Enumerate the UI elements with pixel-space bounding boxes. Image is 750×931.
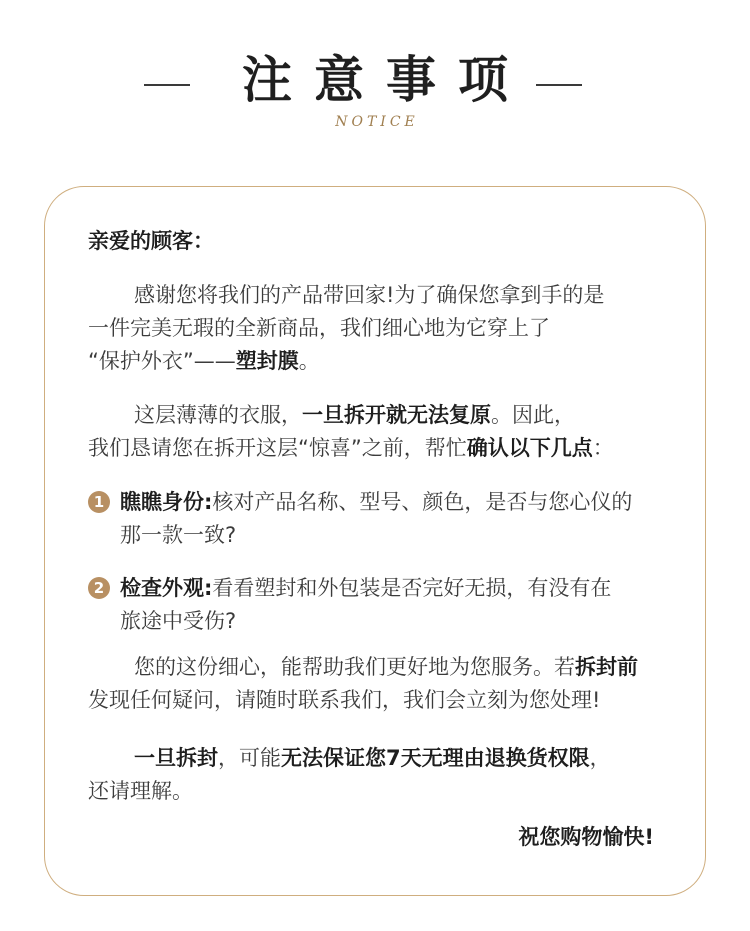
para1-line2: 一件完美无瑕的全新商品，我们细心地为它穿上了 xyxy=(88,316,550,340)
para1-line3 xyxy=(88,346,320,376)
para4-bold-1: 一旦拆封 xyxy=(134,746,218,770)
para3-line2: 发现任何疑问，请随时联系我们，我们会立刻为您处理! xyxy=(88,688,601,712)
para4-line1 xyxy=(134,743,611,773)
closing-wish: 祝您购物愉快! xyxy=(518,825,654,849)
item-2-number-badge: 2 xyxy=(88,577,110,599)
page-subtitle: NOTICE xyxy=(335,114,419,130)
para4-line2: 还请理解。 xyxy=(88,779,193,803)
para2-line2 xyxy=(88,433,614,463)
item-1-number-badge: 1 xyxy=(88,491,110,513)
item-2-line1 xyxy=(120,573,611,603)
title-rule-right xyxy=(536,84,582,86)
item-1-line2: 那一款一致? xyxy=(120,523,237,547)
para1-line3-text: “保护外衣”—— xyxy=(88,349,236,373)
para2-line1-text: 这层薄薄的衣服， xyxy=(134,403,302,427)
para2-line1-bold: 一旦拆开就无法复原 xyxy=(302,403,491,427)
para1-line3-bold: 塑封膜 xyxy=(235,349,299,373)
para2-line2-text: 我们恳请您在拆开这层“惊喜”之前，帮忙 xyxy=(88,436,467,460)
item-1-text: 核对产品名称、型号、颜色，是否与您心仪的 xyxy=(212,490,633,514)
para4-text-1: ，可能 xyxy=(218,746,281,770)
para1-line1: 感谢您将我们的产品带回家!为了确保您拿到手的是 xyxy=(134,283,605,307)
para1-line3-end: 。 xyxy=(298,349,320,373)
para4-text-2: ， xyxy=(589,746,611,770)
page-title: 注意事项 xyxy=(242,50,530,109)
item-2-text: 看看塑封和外包装是否完好无损，有没有在 xyxy=(212,576,612,600)
para3-line1-bold: 拆封前 xyxy=(575,655,638,679)
para2-line1 xyxy=(134,400,575,430)
para2-line2-end: ： xyxy=(592,436,614,460)
item-2-line2: 旅途中受伤? xyxy=(120,609,237,633)
item-2-label: 检查外观: xyxy=(120,576,213,600)
para3-line1 xyxy=(134,652,638,682)
para2-line1-end: 。因此， xyxy=(491,403,575,427)
para4-bold-2: 无法保证您7天无理由退换货权限 xyxy=(281,746,590,770)
item-1-line1 xyxy=(120,487,632,517)
para2-line2-bold: 确认以下几点 xyxy=(466,436,593,460)
item-1-label: 瞧瞧身份: xyxy=(120,490,213,514)
greeting: 亲爱的顾客： xyxy=(88,229,214,253)
header xyxy=(0,0,750,150)
para3-line1-text: 您的这份细心，能帮助我们更好地为您服务。若 xyxy=(134,655,575,679)
